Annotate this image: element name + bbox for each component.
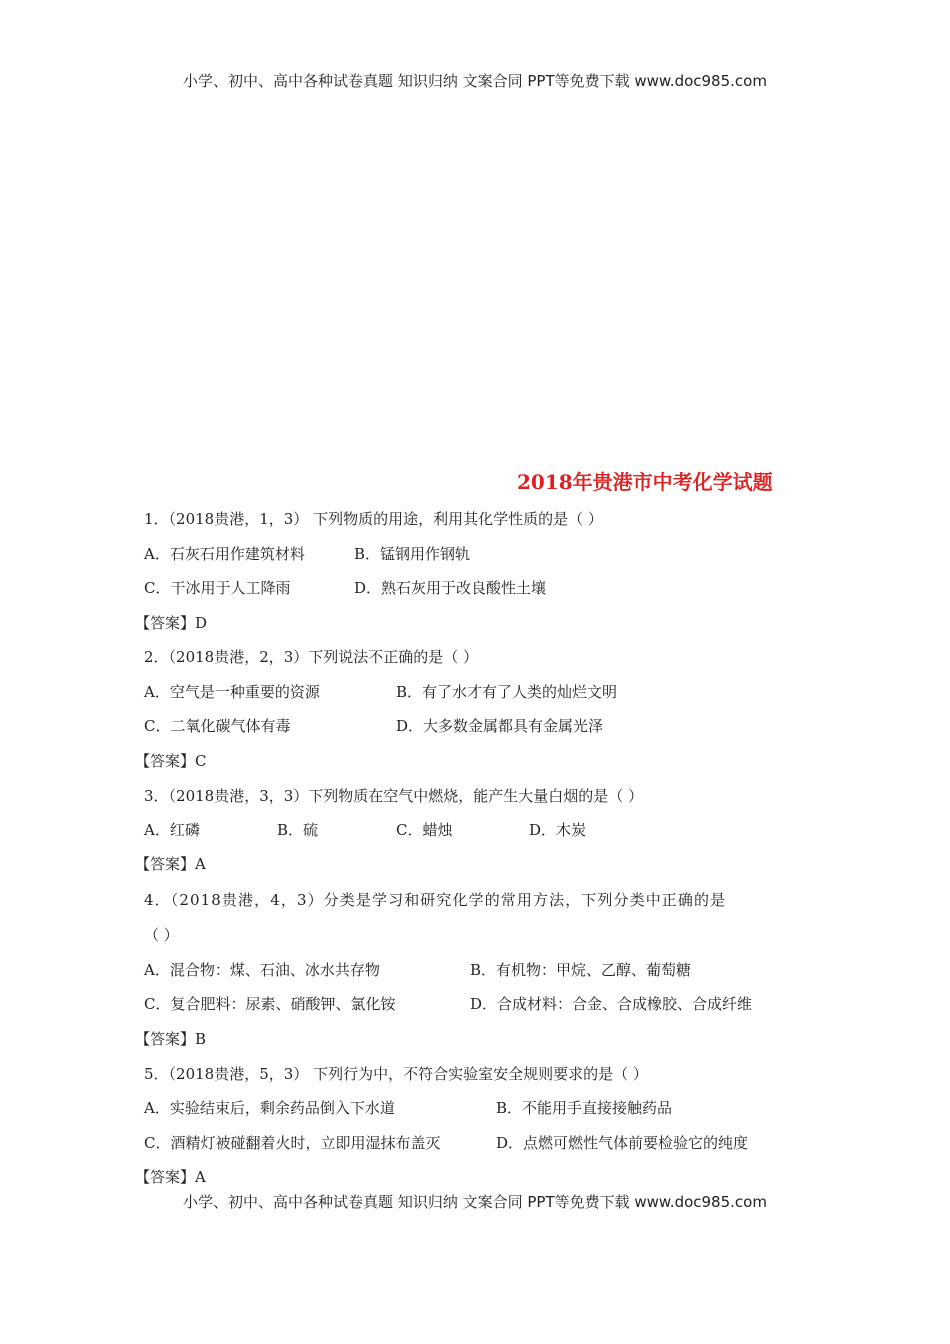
question-3-option-a: A．红磷 — [144, 821, 200, 839]
question-2-option-a: A．空气是一种重要的资源 — [144, 683, 320, 701]
question-5-stem: 5．（2018贵港，5，3） 下列行为中，不符合实验室安全规则要求的是（ ） — [144, 1065, 648, 1083]
question-5-option-c: C．酒精灯被碰翻着火时，立即用湿抹布盖灭 — [144, 1134, 441, 1152]
question-3-option-d: D．木炭 — [529, 821, 587, 839]
question-2-option-b: B．有了水才有了人类的灿烂文明 — [396, 683, 618, 701]
question-2-answer: 【答案】C — [135, 752, 207, 770]
header-banner: 小学、初中、高中各种试卷真题 知识归纳 文案合同 PPT等免费下载 www.doc985.com — [183, 72, 767, 90]
question-4-option-d: D．合成材料：合金、合成橡胶、合成纤维 — [470, 995, 753, 1013]
question-3-stem: 3．（2018贵港，3，3）下列物质在空气中燃烧，能产生大量白烟的是（ ） — [144, 787, 644, 805]
question-3-option-c: C．蜡烛 — [396, 821, 453, 839]
question-1-option-c: C．干冰用于人工降雨 — [144, 579, 291, 597]
footer-banner: 小学、初中、高中各种试卷真题 知识归纳 文案合同 PPT等免费下载 www.doc985.com — [183, 1193, 767, 1211]
page-title: 2018年贵港市中考化学试题 — [517, 470, 773, 494]
question-2-option-d: D．大多数金属都具有金属光泽 — [396, 717, 604, 735]
question-4-answer: 【答案】B — [135, 1030, 207, 1048]
question-2-option-c: C．二氧化碳气体有毒 — [144, 717, 291, 735]
question-5-option-d: D．点燃可燃性气体前要检验它的纯度 — [496, 1134, 749, 1152]
question-1-option-d: D．熟石灰用于改良酸性土壤 — [354, 579, 547, 597]
question-4-option-c: C．复合肥料：尿素、硝酸钾、氯化铵 — [144, 995, 396, 1013]
question-5-answer: 【答案】A — [135, 1168, 206, 1186]
question-4-stem: 4．（2018贵港，4，3）分类是学习和研究化学的常用方法，下列分类中正确的是 — [144, 891, 727, 909]
question-3-answer: 【答案】A — [135, 855, 206, 873]
question-3-option-b: B．硫 — [277, 821, 319, 839]
question-2-stem: 2．（2018贵港，2，3）下列说法不正确的是（ ） — [144, 648, 479, 666]
question-5-option-a: A．实验结束后，剩余药品倒入下水道 — [144, 1099, 395, 1117]
question-4-stem-continued: （ ） — [144, 926, 179, 944]
question-1-answer: 【答案】D — [135, 614, 208, 632]
question-4-option-a: A．混合物：煤、石油、冰水共存物 — [144, 961, 380, 979]
question-5-option-b: B．不能用手直接接触药品 — [496, 1099, 673, 1117]
question-4-option-b: B．有机物：甲烷、乙醇、葡萄糖 — [470, 961, 692, 979]
question-1-option-a: A．石灰石用作建筑材料 — [144, 545, 305, 563]
question-1-stem: 1．（2018贵港，1，3） 下列物质的用途，利用其化学性质的是（ ） — [144, 510, 603, 528]
question-1-option-b: B．锰钢用作钢轨 — [354, 545, 471, 563]
